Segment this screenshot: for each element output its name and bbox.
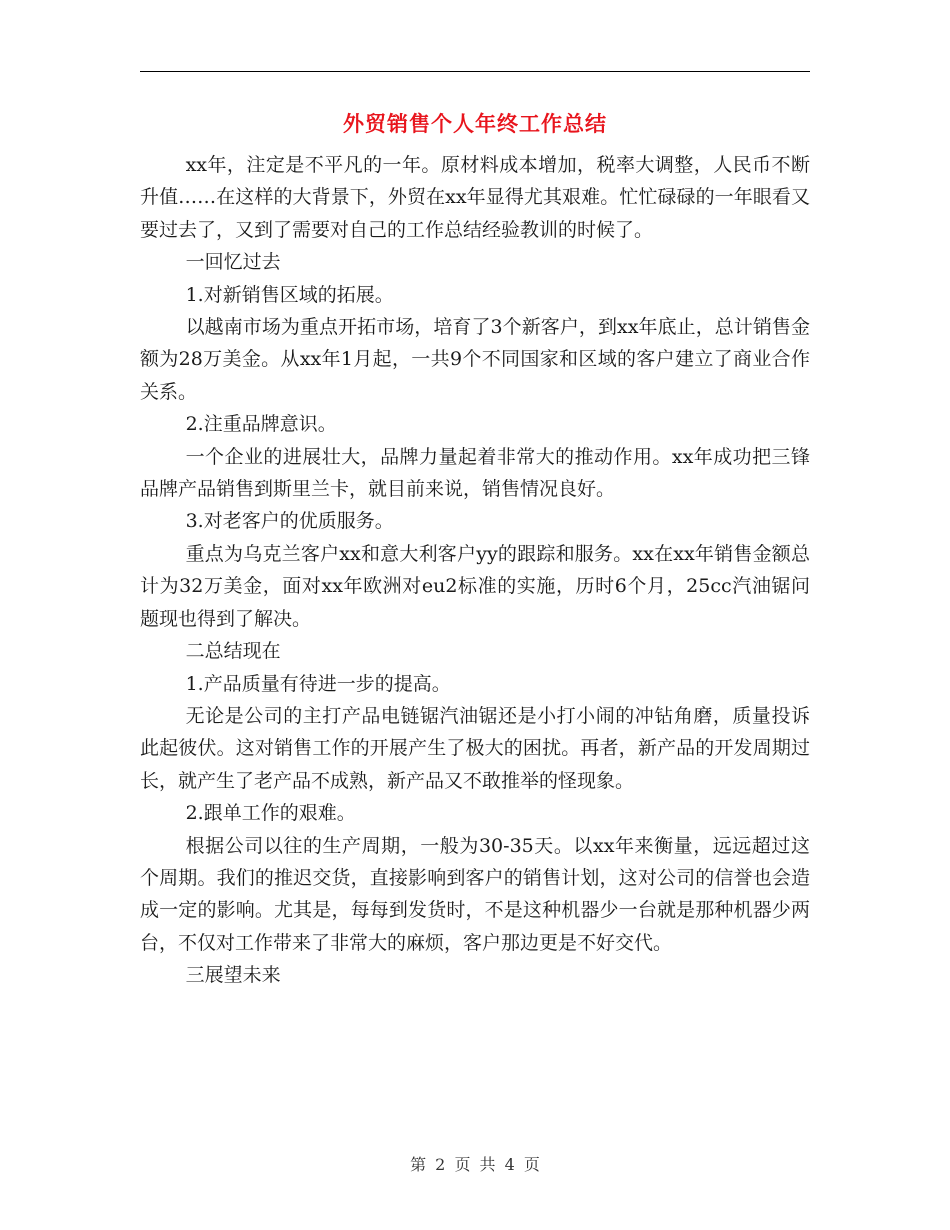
subheading-brand: 2.注重品牌意识。 bbox=[185, 413, 337, 436]
document-title: 外贸销售个人年终工作总结 bbox=[343, 112, 607, 136]
paragraph-quality: 无论是公司的主打产品电链锯汽油锯还是小打小闹的冲钻角磨，质量投诉此起彼伏。这对销售工作的开展产生了极大的困扰。再者，新产品的开发周期过长，就产生了老产品不成熟，新产品又不敢推举的怪现象。 bbox=[140, 704, 810, 792]
paragraph-followup: 根据公司以往的生产周期，一般为30-35天。以xx年来衡量，远远超过这个周期。我们的推迟交货，直接影响到客户的销售计划，这对公司的信誉也会造成一定的影响。尤其是，每每到发货时，不是这种机器少一台就是那种机器少两台，不仅对工作带来了非常大的麻烦，客户那边更是不好交代。 bbox=[140, 834, 810, 954]
section-heading-present: 二总结现在 bbox=[185, 640, 281, 663]
section-heading-past: 一回忆过去 bbox=[185, 251, 281, 274]
subheading-old-clients: 3.对老客户的优质服务。 bbox=[185, 510, 394, 533]
subheading-followup: 2.跟单工作的艰难。 bbox=[185, 802, 356, 825]
paragraph-brand: 一个企业的进展壮大，品牌力量起着非常大的推动作用。xx年成功把三锋品牌产品销售到斯里兰卡，就目前来说，销售情况良好。 bbox=[140, 445, 810, 501]
page-number: 第 2 页 共 4 页 bbox=[410, 1155, 540, 1174]
section-heading-future: 三展望未来 bbox=[185, 964, 281, 987]
document-body bbox=[140, 149, 810, 992]
header-rule bbox=[140, 71, 810, 72]
subheading-new-region: 1.对新销售区域的拓展。 bbox=[185, 283, 394, 306]
subheading-quality: 1.产品质量有待进一步的提高。 bbox=[185, 672, 451, 695]
paragraph-old-clients: 重点为乌克兰客户xx和意大利客户yy的跟踪和服务。xx在xx年销售金额总计为32万美金，面对xx年欧洲对eu2标准的实施，历时6个月，25cc汽油锯问题现也得到了解决。 bbox=[140, 542, 810, 630]
paragraph-new-region: 以越南市场为重点开拓市场，培育了3个新客户，到xx年底止，总计销售金额为28万美金。从xx年1月起，一共9个不同国家和区域的客户建立了商业合作关系。 bbox=[140, 316, 810, 403]
paragraph-intro: xx年，注定是不平凡的一年。原材料成本增加，税率大调整，人民币不断升值……在这样的大背景下，外贸在xx年显得尤其艰难。忙忙碌碌的一年眼看又要过去了，又到了需要对自己的工作总结经验教训的时候了。 bbox=[140, 154, 810, 241]
